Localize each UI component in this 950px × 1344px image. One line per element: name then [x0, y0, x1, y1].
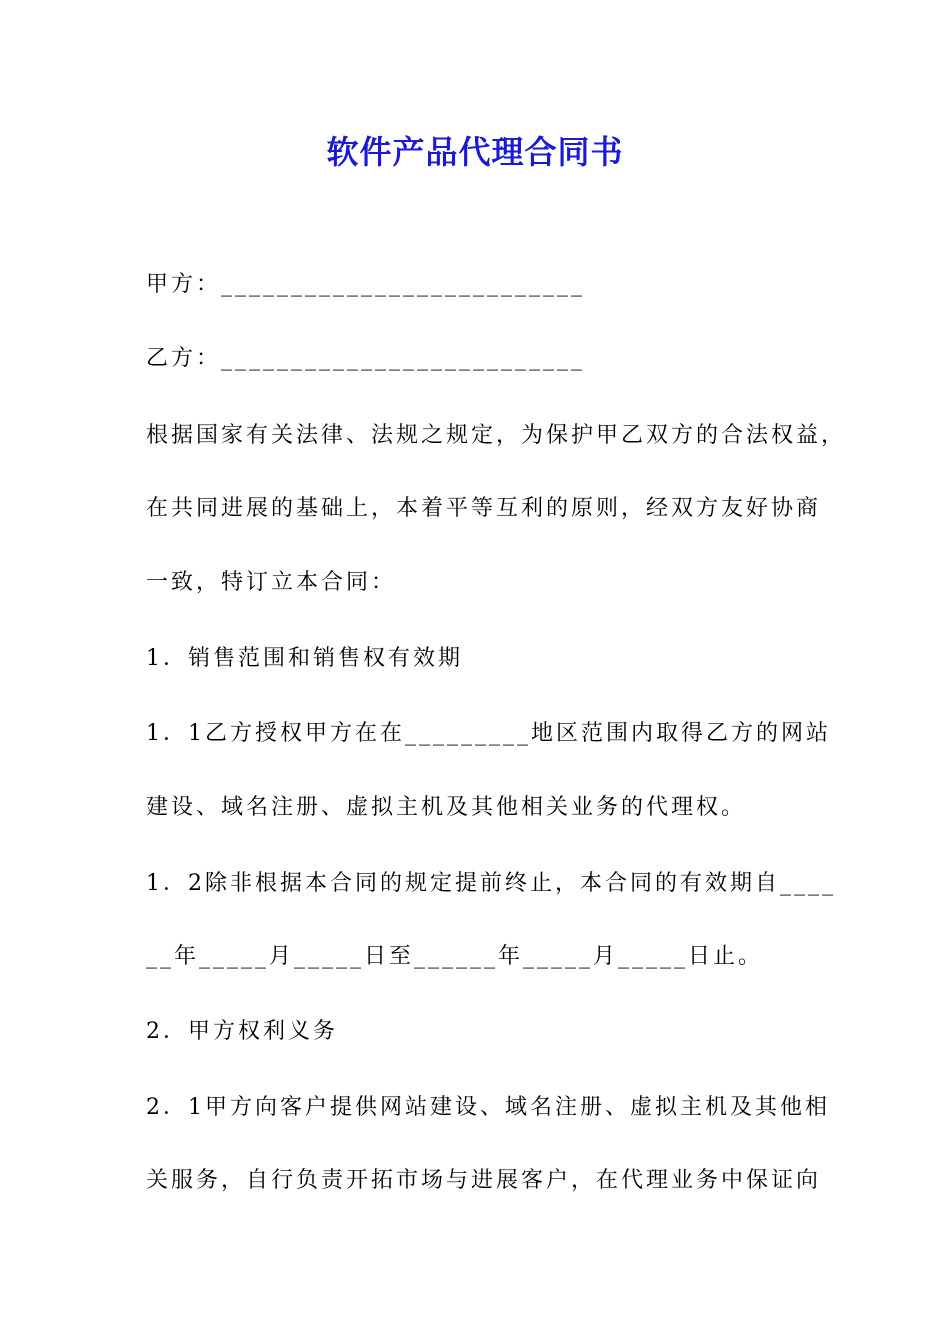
- section-1-heading: 1．销售范围和销售权有效期: [146, 646, 463, 671]
- preamble-line-3: 一致，特订立本合同：: [146, 570, 397, 595]
- clause-1-1-line-2: 建设、域名注册、虚拟主机及其他相关业务的代理权。: [146, 795, 747, 820]
- party-a-line: 甲方：__________________________: [146, 272, 586, 297]
- clause-1-2-line-1: 1．2除非根据本合同的规定提前终止，本合同的有效期自____: [146, 871, 836, 896]
- clause-2-1-line-2: 关服务，自行负责开拓市场与进展客户，在代理业务中保证向: [146, 1168, 822, 1193]
- section-2-heading: 2．甲方权利义务: [146, 1019, 338, 1044]
- preamble-line-1: 根据国家有关法律、法规之规定，为保护甲乙双方的合法权益，: [146, 423, 847, 448]
- clause-1-1-line-1: 1．1乙方授权甲方在在_________地区范围内取得乙方的网站: [146, 721, 831, 746]
- party-b-line: 乙方：__________________________: [146, 346, 586, 371]
- clause-2-1-line-1: 2．1甲方向客户提供网站建设、域名注册、虚拟主机及其他相: [146, 1095, 830, 1120]
- clause-1-2-line-2: __年_____月_____日至______年_____月_____日止。: [146, 944, 764, 969]
- document-title: 软件产品代理合同书: [326, 133, 624, 171]
- preamble-line-2: 在共同进展的基础上，本着平等互利的原则，经双方友好协商: [146, 496, 822, 521]
